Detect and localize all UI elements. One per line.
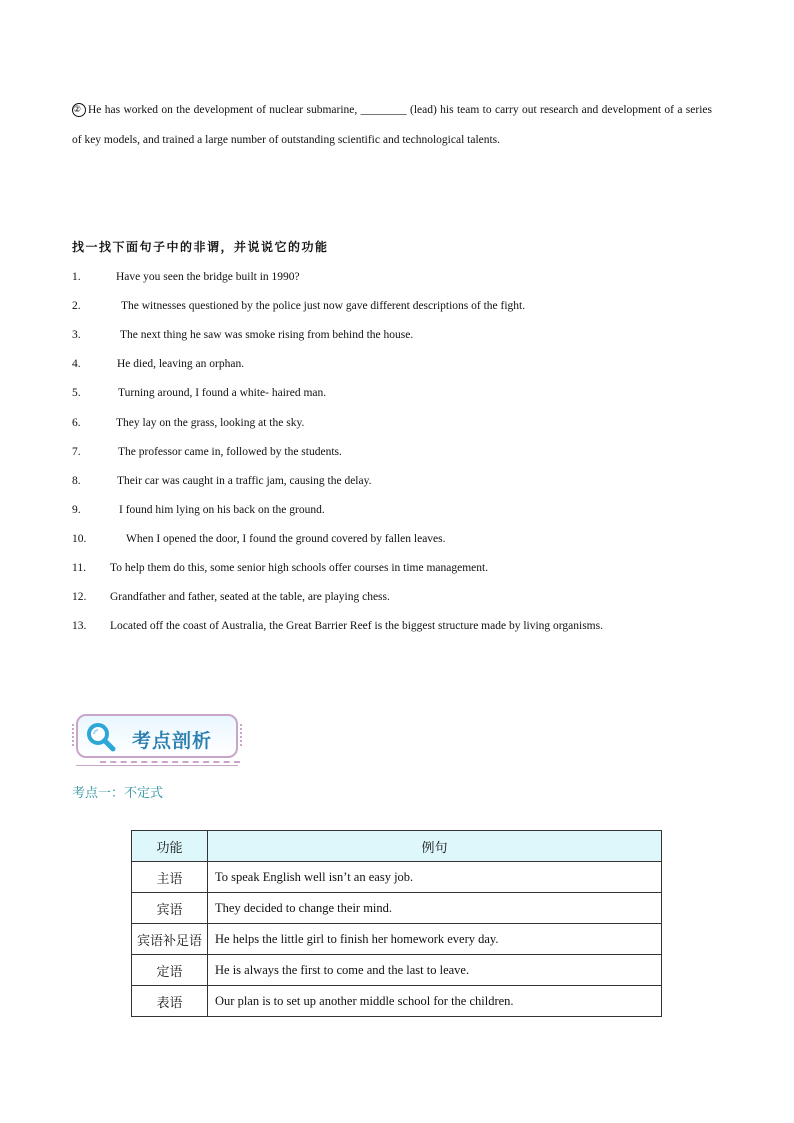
sentence-number: 1. xyxy=(72,271,81,283)
badge-title: 考点剖析 xyxy=(132,730,213,752)
list-item xyxy=(72,500,325,520)
table-row xyxy=(132,893,662,924)
table-header-function: 功能 xyxy=(132,831,208,862)
function-cell: 宾语 xyxy=(132,893,208,924)
sentence-number: 9. xyxy=(72,504,81,516)
sentence-text: I found him lying on his back on the ground. xyxy=(119,504,325,516)
list-item xyxy=(72,471,372,491)
sentence-text: He died, leaving an orphan. xyxy=(117,358,245,370)
sentence-number: 10. xyxy=(72,533,87,545)
badge-underline xyxy=(76,765,238,766)
exercise-paragraph xyxy=(72,95,712,155)
function-table xyxy=(131,830,662,1017)
example-cell: He is always the first to come and the last to leave. xyxy=(208,955,662,986)
list-item xyxy=(72,296,526,316)
table-row xyxy=(132,955,662,986)
sentence-text: Have you seen the bridge built in 1990? xyxy=(116,271,300,283)
table-header-row xyxy=(132,831,662,862)
sentence-text: Grandfather and father, seated at the table, are playing chess. xyxy=(110,591,390,603)
list-item xyxy=(72,413,305,433)
sentence-number: 5. xyxy=(72,387,81,399)
list-item xyxy=(72,587,390,607)
sentence-number: 8. xyxy=(72,475,81,487)
example-cell: Our plan is to set up another middle school for the children. xyxy=(208,986,662,1017)
sentence-text: Turning around, I found a white- haired man. xyxy=(118,387,327,399)
table-row xyxy=(132,986,662,1017)
badge-right-dots xyxy=(240,724,245,746)
sentence-number: 4. xyxy=(72,358,81,370)
example-cell: He helps the little girl to finish her homework every day. xyxy=(208,924,662,955)
magnifier-icon xyxy=(86,722,116,752)
table-row xyxy=(132,924,662,955)
kaodian-title: 考点一：不定式 xyxy=(72,786,164,801)
sentence-text: The next thing he saw was smoke rising from behind the house. xyxy=(120,329,414,341)
sentence-number: 3. xyxy=(72,329,81,341)
function-cell: 主语 xyxy=(132,862,208,893)
badge-dash-line xyxy=(100,761,240,763)
sentence-text: They lay on the grass, looking at the sky. xyxy=(116,417,305,429)
function-cell: 宾语补足语 xyxy=(132,924,208,955)
sentence-text: Located off the coast of Australia, the Great Barrier Reef is the biggest structure made by living organisms. xyxy=(110,620,603,632)
sentence-text: The professor came in, followed by the students. xyxy=(118,446,342,458)
list-item xyxy=(72,442,342,462)
sentence-number: 11. xyxy=(72,562,86,574)
list-item xyxy=(72,616,603,636)
example-cell: They decided to change their mind. xyxy=(208,893,662,924)
list-item xyxy=(72,558,489,578)
table-body xyxy=(132,862,662,1017)
circled-number-marker: ② xyxy=(72,103,86,117)
sentence-number: 2. xyxy=(72,300,81,312)
sentence-number: 12. xyxy=(72,591,87,603)
table-header-example: 例句 xyxy=(208,831,662,862)
list-item xyxy=(72,529,446,549)
list-item xyxy=(72,383,327,403)
list-item xyxy=(72,354,245,374)
sentence-number: 13. xyxy=(72,620,87,632)
list-item xyxy=(72,267,300,287)
sentence-text: To help them do this, some senior high schools offer courses in time management. xyxy=(110,562,489,574)
function-cell: 表语 xyxy=(132,986,208,1017)
section-badge xyxy=(72,712,242,766)
sentence-text: Their car was caught in a traffic jam, causing the delay. xyxy=(117,475,372,487)
sentence-number: 7. xyxy=(72,446,81,458)
paragraph-text: He has worked on the development of nuclear submarine, ________ (lead) his team to carry out research and development of a series of key models, and trained a large number of outstanding scientific and technological talents. xyxy=(72,104,712,146)
sentence-number: 6. xyxy=(72,417,81,429)
exercise-heading: 找一找下面句子中的非谓，并说说它的功能 xyxy=(72,240,329,254)
table-row xyxy=(132,862,662,893)
function-cell: 定语 xyxy=(132,955,208,986)
list-item xyxy=(72,325,414,345)
example-cell: To speak English well isn’t an easy job. xyxy=(208,862,662,893)
sentence-text: When I opened the door, I found the ground covered by fallen leaves. xyxy=(126,533,446,545)
sentence-text: The witnesses questioned by the police just now gave different descriptions of the fight. xyxy=(121,300,526,312)
